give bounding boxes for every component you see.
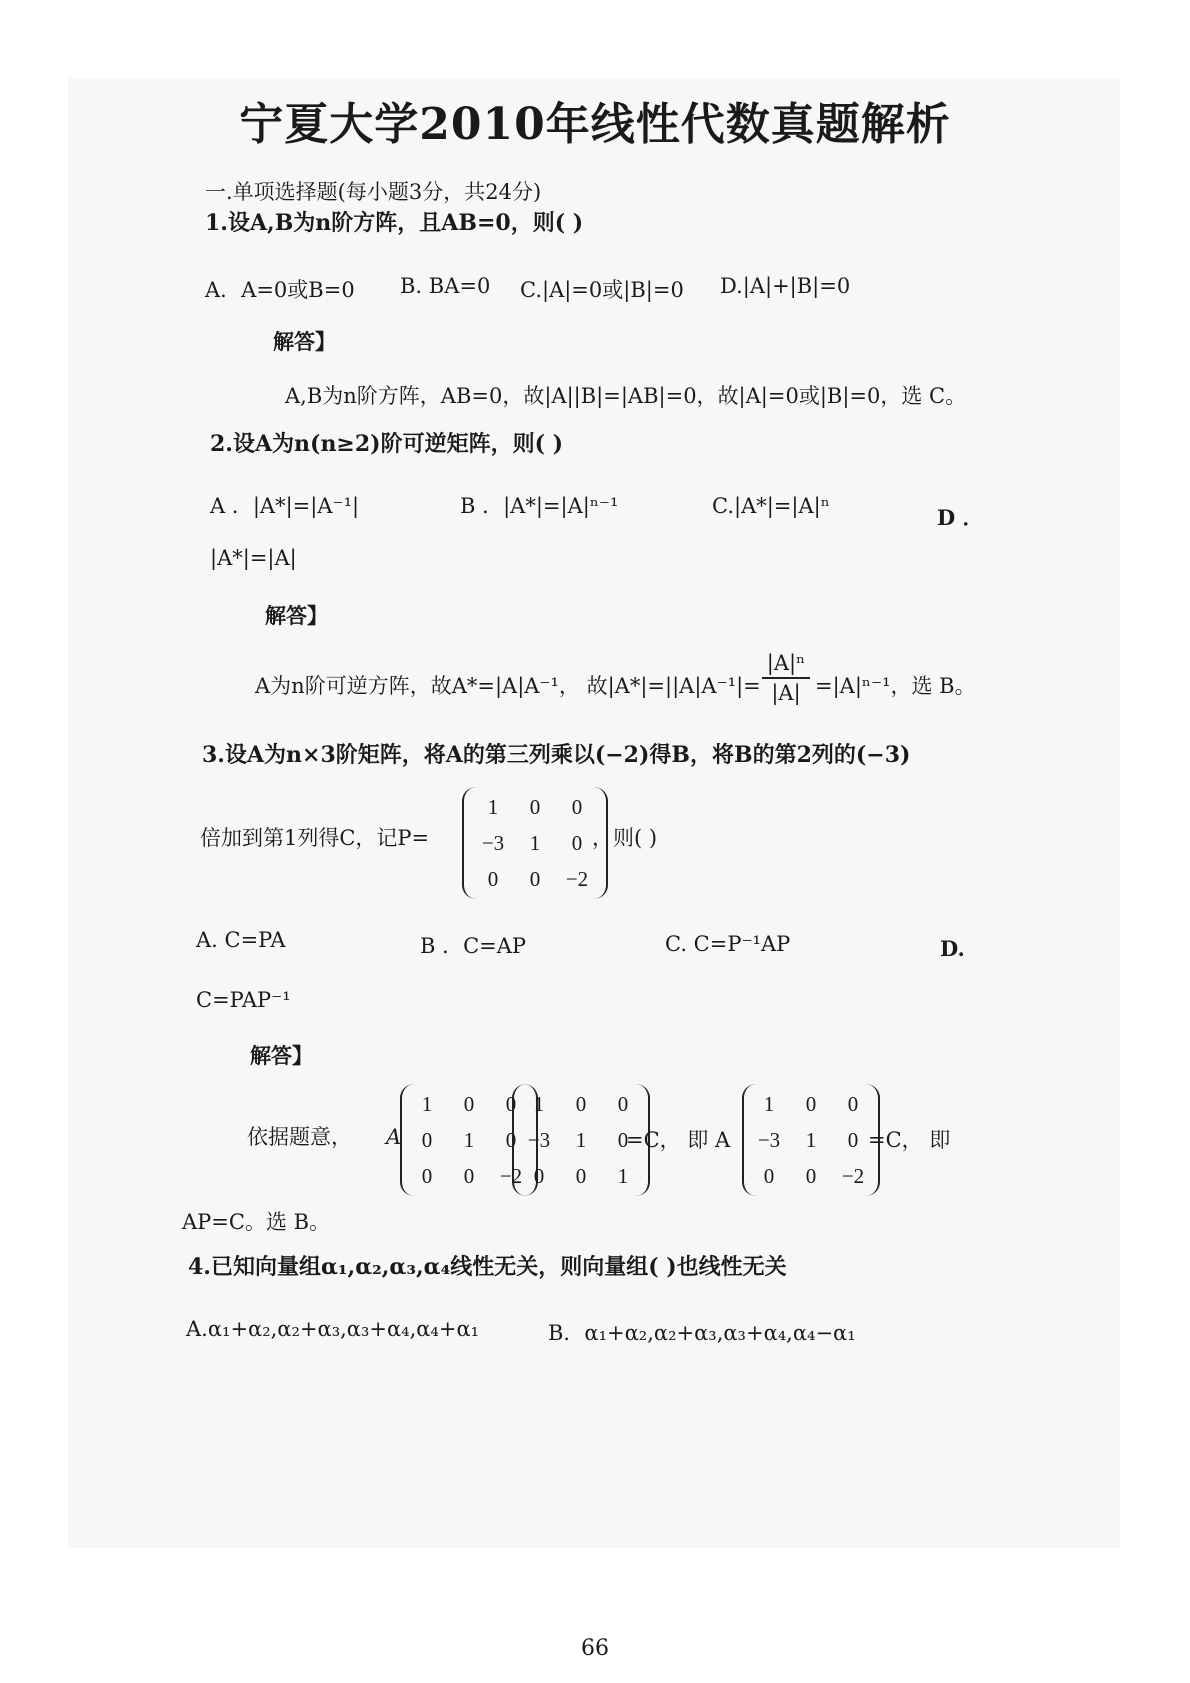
question-1-option-d: D.|A|+|B|=0: [720, 274, 851, 298]
matrix-cell: −3: [481, 830, 505, 855]
question-2-option-b: B ．|A*|=|A|ⁿ⁻¹: [460, 494, 619, 518]
page-title: 宁夏大学2010年线性代数真题解析: [239, 99, 951, 150]
question-3-option-b: B ．C=AP: [420, 934, 527, 958]
matrix-cell: 0: [505, 1091, 517, 1116]
question-3-solution-line-2: AP=C。选 B。: [182, 1210, 331, 1234]
matrix-cell: 1: [421, 1091, 433, 1116]
matrix-cell: 0: [463, 1091, 475, 1116]
question-3-solution-mid: =C， 即 A: [626, 1128, 731, 1152]
matrix-cell: 0: [575, 1091, 587, 1116]
question-3-option-d: D.: [940, 936, 965, 961]
matrix-cell: 0: [529, 866, 541, 891]
question-2-solution-suffix: =|A|ⁿ⁻¹，选 B。: [815, 674, 976, 698]
matrix-cell: 0: [805, 1091, 817, 1116]
question-2-option-c: C.|A*|=|A|ⁿ: [712, 494, 830, 518]
matrix-row: [748, 1158, 874, 1194]
matrix-cell: 0: [529, 794, 541, 819]
matrix-cell: 0: [847, 1127, 859, 1152]
matrix-cell: 1: [763, 1091, 775, 1116]
matrix-cell: 0: [533, 1163, 545, 1188]
question-2-stem: 2.设A为n(n≥2)阶可逆矩阵，则( ): [210, 431, 564, 457]
matrix-cell: 1: [617, 1163, 629, 1188]
question-3-answer-label: 解答】: [250, 1043, 313, 1068]
matrix-row: [748, 1086, 874, 1122]
matrix-cell: 0: [847, 1091, 859, 1116]
matrix-row: [472, 789, 598, 825]
question-4-option-b: B．α₁+α₂,α₂+α₃,α₃+α₄,α₄−α₁: [548, 1321, 856, 1345]
question-2-option-d-value: |A*|=|A|: [210, 546, 297, 570]
matrix-row: [472, 861, 598, 897]
matrix-cell: 1: [463, 1127, 475, 1152]
question-1-option-c: C.|A|=0或|B|=0: [520, 278, 684, 302]
question-3-option-c: C. C=P⁻¹AP: [665, 932, 791, 956]
question-1-stem: 1.设A,B为n阶方阵，且AB=0，则( ): [205, 210, 584, 236]
matrix-cell: 1: [529, 830, 541, 855]
page-number: 66: [581, 1636, 609, 1661]
matrix-cell: 0: [805, 1163, 817, 1188]
question-1-answer-label: 解答】: [273, 329, 336, 354]
matrix-cell: −3: [527, 1127, 551, 1152]
question-3-stem-line-2-prefix: 倍加到第1列得C，记P=: [200, 826, 430, 850]
question-3-stem-line-2-suffix: ，则( ): [592, 826, 658, 850]
matrix-p: [462, 787, 608, 899]
matrix-cell: 0: [571, 830, 583, 855]
matrix-cell: 0: [617, 1127, 629, 1152]
question-2-option-a: A ．|A*|=|A⁻¹|: [210, 494, 360, 518]
question-3-option-a: A. C=PA: [196, 928, 286, 952]
matrix-cell: 0: [617, 1091, 629, 1116]
matrix-row: [518, 1158, 644, 1194]
matrix-cell: 1: [487, 794, 499, 819]
question-3-stem-line-1: 3.设A为n×3阶矩阵，将A的第三列乘以(−2)得B，将B的第2列的(−3): [202, 742, 911, 768]
matrix-cell: 0: [421, 1127, 433, 1152]
matrix-cell: 1: [533, 1091, 545, 1116]
matrix-row: [748, 1122, 874, 1158]
question-4-stem: 4.已知向量组α₁,α₂,α₃,α₄线性无关，则向量组( )也线性无关: [188, 1254, 787, 1280]
matrix-cell: 0: [463, 1163, 475, 1188]
question-3-option-d-value: C=PAP⁻¹: [196, 988, 291, 1012]
matrix-row: [518, 1086, 644, 1122]
question-2-option-d: D ．: [937, 505, 984, 530]
section-heading: 一.单项选择题(每小题3分，共24分): [205, 180, 542, 204]
matrix-cell: 0: [487, 866, 499, 891]
matrix-cell: 1: [575, 1127, 587, 1152]
fraction-bar: [762, 677, 810, 679]
question-1-option-a: A．A=0或B=0: [205, 278, 355, 302]
question-2-answer-label: 解答】: [265, 603, 328, 628]
matrix-cell: 0: [421, 1163, 433, 1188]
question-1-solution: A,B为n阶方阵，AB=0，故|A||B|=|AB|=0，故|A|=0或|B|=0，选 C。: [285, 384, 967, 408]
matrix-cell: −3: [757, 1127, 781, 1152]
fraction-numerator: |A|ⁿ: [766, 651, 806, 675]
matrix-p-solution: [742, 1084, 880, 1196]
matrix-cell: 0: [505, 1127, 517, 1152]
matrix-cell: 0: [763, 1163, 775, 1188]
question-4-option-a: A.α₁+α₂,α₂+α₃,α₃+α₄,α₄+α₁: [186, 1317, 480, 1341]
matrix-cell: 1: [805, 1127, 817, 1152]
question-3-solution-end: =C， 即: [868, 1128, 951, 1152]
question-3-solution-a: A: [386, 1125, 402, 1149]
matrix-cell: −2: [841, 1163, 865, 1188]
question-1-option-b: B. BA=0: [400, 274, 491, 298]
question-2-fraction: [762, 651, 810, 705]
matrix-cell: 0: [571, 794, 583, 819]
fraction-denominator: |A|: [771, 681, 801, 705]
matrix-row: [472, 825, 598, 861]
matrix-cell: 0: [575, 1163, 587, 1188]
question-3-solution-prefix: 依据题意，: [247, 1125, 352, 1149]
matrix-cell: −2: [499, 1163, 523, 1188]
matrix-cell: −2: [565, 866, 589, 891]
question-2-solution-prefix: A为n阶可逆方阵，故A*=|A|A⁻¹， 故|A*|=||A|A⁻¹|=: [255, 674, 761, 698]
